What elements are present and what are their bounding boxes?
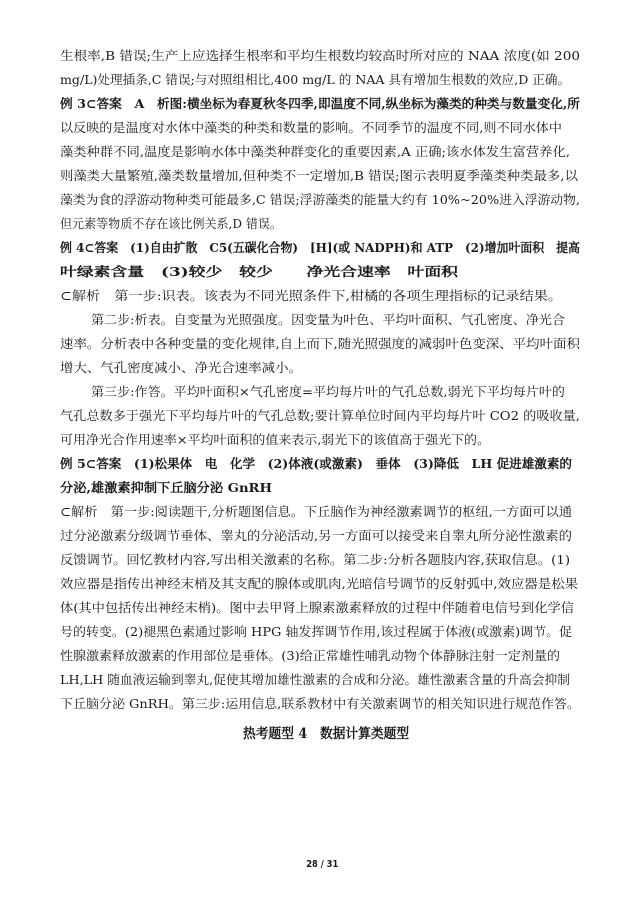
text-line: [0, 164, 640, 188]
text-line: [0, 116, 640, 140]
text-line: [0, 260, 640, 284]
text-span: 但元素等物质不存在该比例关系,D 错误。: [60, 216, 283, 231]
text-span: 可用净光合作用速率×平均叶面积的值来表示,弱光下的该值高于强光下的。: [60, 432, 490, 447]
page-number: 28 / 31: [306, 859, 339, 870]
text-line: [0, 308, 640, 332]
text-line: [0, 596, 640, 620]
text-span: 生根率,B 错误;生产上应选择生根率和平均生根数均较高时所对应的 NAA 浓度(如 200: [60, 48, 580, 63]
text-line: [0, 236, 640, 260]
text-line: [0, 452, 640, 476]
text-line: [0, 356, 640, 380]
text-line: [0, 140, 640, 164]
text-span: 下丘脑分泌 GnRH。第三步:运用信息,联系教材中有关激素调节的相关知识进行规范作答。: [60, 696, 580, 711]
analysis-line: ⊂解析 第一步:识表。该表为不同光照条件下,柑橘的各项生理指标的记录结果。: [60, 288, 563, 303]
text-span: 性腺激素释放激素的作用部位是垂体。(3)给正常雄性哺乳动物个体静脉注射一定剂量的: [60, 648, 561, 663]
text-span: 则藻类大量繁殖,藻类数量增加,但种类不一定增加,B 错误;图示表明夏季藻类种类最多,以: [60, 168, 578, 183]
text-line: [0, 44, 640, 68]
text-span: 藻类为食的浮游动物种类可能最多,C 错误;浮游藻类的能量大约有 10%~20%进入浮游动物,: [60, 192, 581, 207]
footer: [0, 855, 640, 875]
text-line: [0, 332, 640, 356]
text-span: LH,LH 随血液运输到睾丸,促使其增加雄性激素的合成和分泌。雄性激素含量的升高会抑制: [60, 672, 570, 687]
text-span: 效应器是指传出神经末梢及其支配的腺体或肌肉,光暗信号调节的反射弧中,效应器是松果: [60, 576, 579, 591]
text-line: [0, 692, 640, 716]
text-line: [0, 404, 640, 428]
text-span: 第二步:析表。自变量为光照强度。因变量为叶色、平均叶面积、气孔密度、净光合: [91, 312, 566, 327]
text-span: 号的转变。(2)褪黑色素通过影响 HPG 轴发挥调节作用,该过程属于体液(或激素)调节。促: [60, 624, 573, 639]
text-line: [0, 380, 640, 404]
text-span: 过分泌激素分级调节垂体、睾丸的分泌活动,另一方面可以接受来自睾丸所分泌性激素的: [60, 528, 572, 543]
text-line: [0, 572, 640, 596]
text-line: [0, 548, 640, 572]
text-line: [0, 476, 640, 500]
text-line: [0, 500, 640, 524]
text-line: [0, 644, 640, 668]
text-span: 增大、气孔密度减小、净光合速率减小。: [60, 360, 303, 375]
answer-line: 例 5⊂答案 (1)松果体 电 化学 (2)体液(或激素) 垂体 (3)降低 LH 促进雄激素的: [60, 456, 572, 471]
text-span: 以反映的是温度对水体中藻类的种类和数量的影响。不同季节的温度不同,则不同水体中: [60, 120, 563, 135]
answer-line: 例 3⊂答案 A 析图:横坐标为春夏秋冬四季,即温度不同,纵坐标为藻类的种类与数量变化,所: [60, 96, 580, 111]
text-span: mg/L)处理插条,C 错误;与对照组相比,400 mg/L 的 NAA 具有增加生根数的效应,D 正确。: [60, 72, 571, 87]
text-line: [0, 68, 640, 92]
answer-line: 叶绿素含量 (3)较少 较少 净光合速率 叶面积: [60, 264, 458, 279]
text-span: 第三步:作答。平均叶面积×气孔密度=平均每片叶的气孔总数,弱光下平均每片叶的: [91, 384, 565, 399]
answer-line: 例 4⊂答案 (1)自由扩散 C5(五碳化合物) [H](或 NADPH)和 ATP (2)增加叶面积 提高: [60, 240, 580, 255]
text-span: 反馈调节。回忆教材内容,写出相关激素的名称。第二步:分析各题肢内容,获取信息。(1): [60, 552, 571, 567]
text-span: 藻类种群不同,温度是影响水体中藻类种群变化的重要因素,A 正确;该水体发生富营养化,: [60, 144, 570, 159]
analysis-line: ⊂解析 第一步:阅读题干,分析题图信息。下丘脑作为神经激素调节的枢纽,一方面可以通: [60, 504, 573, 519]
text-line: [0, 428, 640, 452]
section-heading: 热考题型 4 数据计算类题型: [243, 726, 410, 742]
text-line: [0, 188, 640, 212]
text-line: [0, 284, 640, 308]
text-span: 速率。分析表中各种变量的变化规律,自上而下,随光照强度的减弱叶色变深、平均叶面积: [60, 336, 580, 351]
text-span: 气孔总数多于强光下平均每片叶的气孔总数;要计算单位时间内平均每片叶 CO2 的吸收量,: [60, 408, 580, 423]
text-line: [0, 92, 640, 116]
text-span: 体(其中包括传出神经末梢)。图中去甲肾上腺素激素释放的过程中伴随着电信号到化学信: [60, 600, 574, 615]
text-line: [0, 524, 640, 548]
text-line: [0, 668, 640, 692]
text-line: [0, 620, 640, 644]
text-line: [0, 212, 640, 236]
section-heading-row: [0, 722, 640, 746]
answer-line: 分泌,雄激素抑制下丘脑分泌 GnRH: [60, 480, 273, 495]
